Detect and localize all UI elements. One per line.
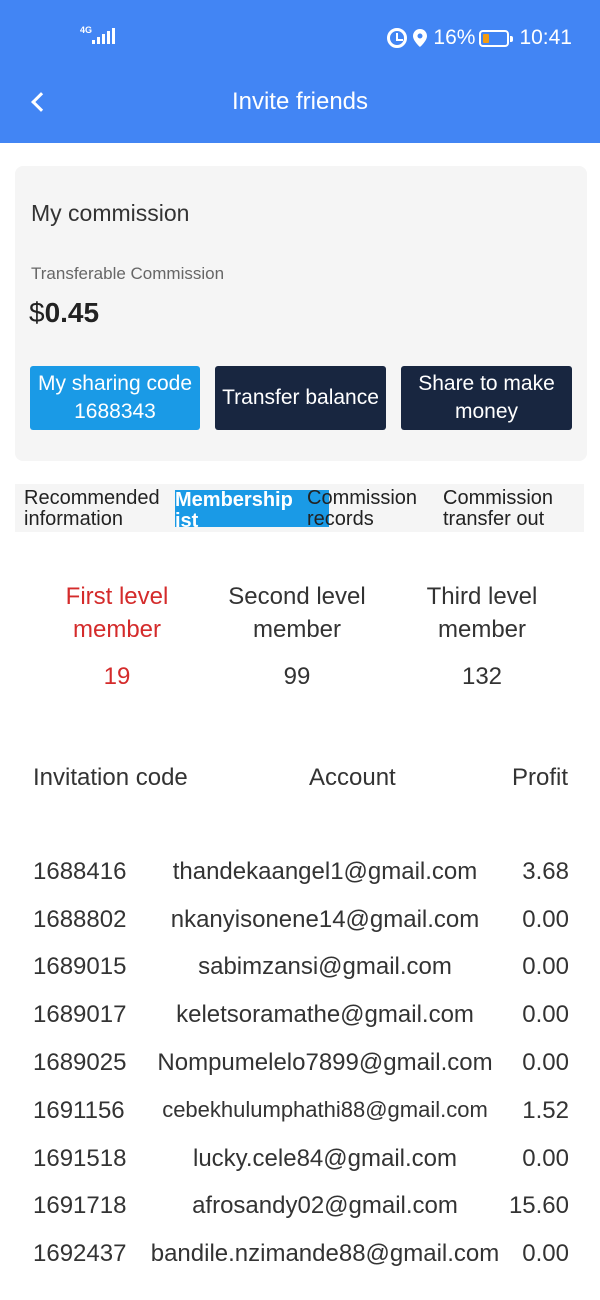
account-cell: thandekaangel1@gmail.com (172, 858, 478, 885)
share-money-line1: Share to make (418, 372, 555, 395)
tab-label-line1: Recommended (24, 487, 160, 509)
invitation-code-cell: 1688416 (33, 858, 127, 885)
invitation-code-cell: 1689025 (33, 1049, 127, 1076)
column-header-account: Account (309, 764, 396, 791)
profit-cell: 3.68 (522, 858, 569, 885)
tab-label-line1: Commission (307, 487, 418, 509)
table-row (0, 906, 600, 954)
account-cell: Nompumelelo7899@gmail.com (157, 1049, 493, 1076)
third-level-member[interactable] (392, 580, 572, 693)
tab-label-line2: transfer out (443, 508, 545, 530)
status-bar (0, 0, 600, 72)
table-row (0, 1049, 600, 1097)
second-level-member[interactable] (207, 580, 387, 693)
table-row (0, 953, 600, 1001)
profit-cell: 0.00 (522, 1240, 569, 1267)
tab-bar (15, 484, 584, 532)
profit-cell: 0.00 (522, 1145, 569, 1172)
profit-cell: 0.00 (522, 906, 569, 933)
profit-cell: 0.00 (522, 953, 569, 980)
column-header-profit: Profit (511, 764, 568, 791)
tab-label-line2: records (307, 508, 374, 530)
table-row (0, 1192, 600, 1240)
tab-label-line1: Membership (175, 489, 293, 511)
share-money-line2: money (454, 400, 519, 423)
amount-value: 0.45 (44, 297, 100, 328)
table-row (0, 1001, 600, 1049)
commission-amount (29, 297, 99, 329)
invitation-code-cell: 1691156 (33, 1097, 125, 1124)
profit-cell: 0.00 (522, 1049, 569, 1076)
column-header-invitation-code: Invitation code (33, 764, 188, 791)
invitation-code-cell: 1688802 (33, 906, 127, 933)
transfer-balance-label: Transfer balance (222, 386, 379, 409)
signal-icon (80, 26, 116, 48)
level-label-line2: member (252, 616, 342, 643)
profit-cell: 15.60 (508, 1192, 569, 1219)
tab-label-line2: ist (175, 510, 199, 532)
tab-label-line1: Commission (443, 487, 554, 509)
invitation-code-cell: 1691718 (33, 1192, 127, 1219)
level-label-line1: First level (65, 583, 169, 610)
tab-commission-records[interactable] (307, 488, 447, 530)
transferable-label: Transferable Commission (31, 264, 225, 283)
clock-time: 10:41 (519, 26, 572, 49)
commission-title: My commission (31, 200, 190, 226)
account-cell: keletsoramathe@gmail.com (176, 1001, 474, 1028)
page-title: Invite friends (231, 88, 369, 115)
transfer-balance-button[interactable] (215, 366, 386, 430)
account-cell: sabimzansi@gmail.com (198, 953, 452, 980)
level-label-line2: member (72, 616, 162, 643)
account-cell: nkanyisonene14@gmail.com (170, 906, 480, 933)
profit-cell: 0.00 (522, 1001, 569, 1028)
invitation-code-cell: 1692437 (33, 1240, 127, 1267)
account-cell: lucky.cele84@gmail.com (192, 1145, 457, 1172)
table-row (0, 1097, 600, 1145)
tab-recommended-information[interactable] (24, 488, 174, 530)
commission-card (15, 166, 587, 461)
sharing-code-label: My sharing code (37, 372, 193, 395)
first-level-member[interactable] (27, 580, 207, 693)
network-type: 4G (80, 25, 93, 35)
table-row (0, 1240, 600, 1288)
share-to-make-money-button[interactable] (401, 366, 572, 430)
account-cell: afrosandy02@gmail.com (192, 1192, 458, 1219)
account-cell: cebekhulumphathi88@gmail.com (162, 1097, 488, 1122)
tab-label-line2: information (24, 508, 123, 530)
level-count: 132 (461, 663, 503, 690)
battery-percent: 16% (433, 26, 476, 49)
level-count: 19 (103, 663, 131, 690)
tab-commission-transfer-out[interactable] (443, 488, 583, 530)
alarm-icon (387, 28, 407, 48)
level-count: 99 (283, 663, 311, 690)
table-row (0, 858, 600, 906)
account-cell: bandile.nzimande88@gmail.com (150, 1240, 500, 1267)
level-label-line1: Second level (228, 583, 366, 610)
profit-cell: 1.52 (522, 1097, 569, 1124)
battery-icon (479, 30, 509, 47)
level-label-line1: Third level (426, 583, 538, 610)
level-label-line2: member (437, 616, 527, 643)
invitation-code-cell: 1691518 (33, 1145, 127, 1172)
table-row (0, 1145, 600, 1193)
invitation-code-cell: 1689015 (33, 953, 127, 980)
sharing-code-value: 1688343 (74, 400, 156, 423)
tab-membership-list[interactable] (175, 489, 329, 532)
app-header (0, 0, 600, 143)
location-icon (413, 29, 427, 47)
currency-symbol: $ (29, 297, 45, 328)
sharing-code-button[interactable] (30, 366, 200, 430)
invitation-code-cell: 1689017 (33, 1001, 127, 1028)
